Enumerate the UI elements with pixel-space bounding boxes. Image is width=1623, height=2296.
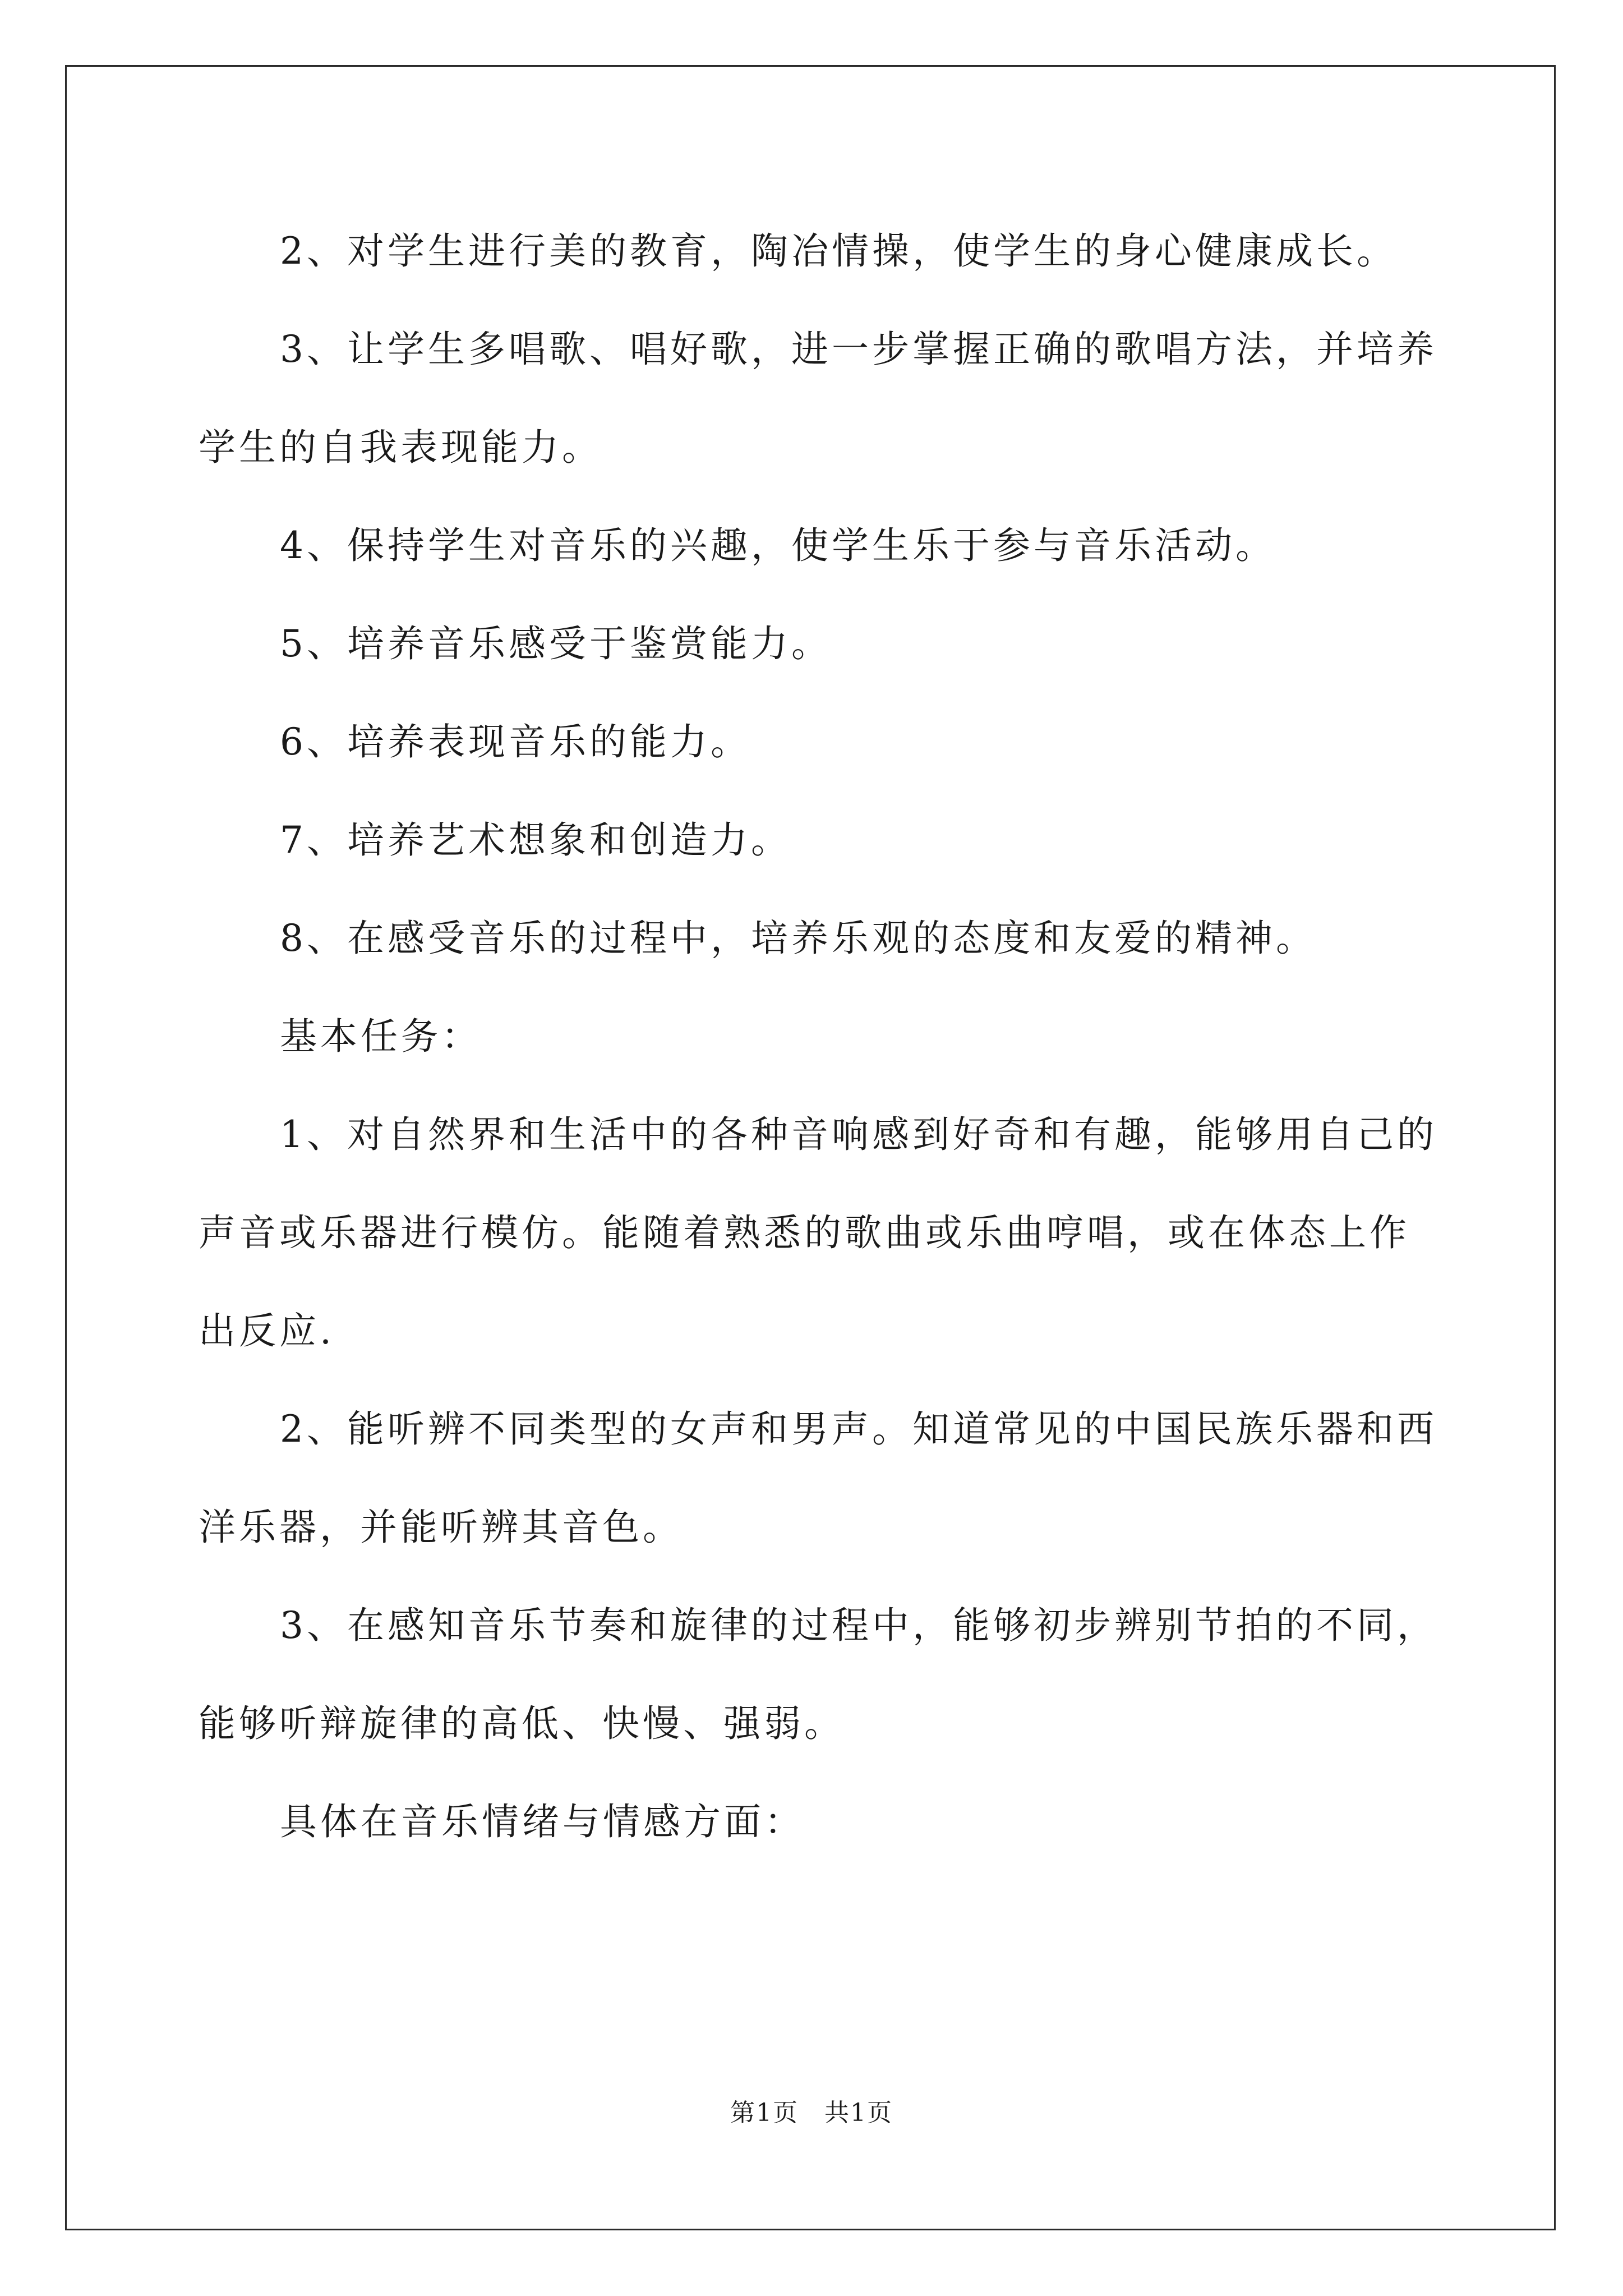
- section-heading-emotion: 具体在音乐情绪与情感方面：: [280, 1800, 805, 1843]
- paragraph-goal-5: 5、培养音乐感受于鉴赏能力。: [280, 622, 832, 665]
- paragraph-goal-8: 8、在感受音乐的过程中，培养乐观的态度和友爱的精神。: [280, 917, 1316, 960]
- section-heading-basic-tasks: 基本任务：: [280, 1015, 482, 1058]
- paragraph-goal-3: 3、让学生多唱歌、唱好歌，进一步掌握正确的歌唱方法，并培养学生的自我表现能力。: [199, 328, 1437, 469]
- paragraph-goal-7: 7、培养艺术想象和创造力。: [280, 818, 791, 862]
- paragraph-task-3: 3、在感知音乐节奏和旋律的过程中，能够初步辨别节拍的不同，能够听辩旋律的高低、快慢、强弱。: [199, 1604, 1437, 1745]
- document-body: [199, 202, 1438, 1871]
- paragraph-task-1: 1、对自然界和生活中的各种音响感到好奇和有趣，能够用自己的声音或乐器进行模仿。能随着熟悉的歌曲或乐曲哼唱，或在体态上作出反应.: [199, 1113, 1437, 1352]
- paragraph-goal-2: 2、对学生进行美的教育，陶冶情操，使学生的身心健康成长。: [280, 229, 1397, 273]
- paragraph-task-2: 2、能听辨不同类型的女声和男声。知道常见的中国民族乐器和西洋乐器，并能听辨其音色。: [199, 1407, 1437, 1549]
- paragraph-goal-6: 6、培养表现音乐的能力。: [280, 720, 751, 763]
- paragraph-goal-4: 4、保持学生对音乐的兴趣，使学生乐于参与音乐活动。: [280, 524, 1276, 567]
- page-number-footer: 第1页 共1页: [730, 2099, 893, 2127]
